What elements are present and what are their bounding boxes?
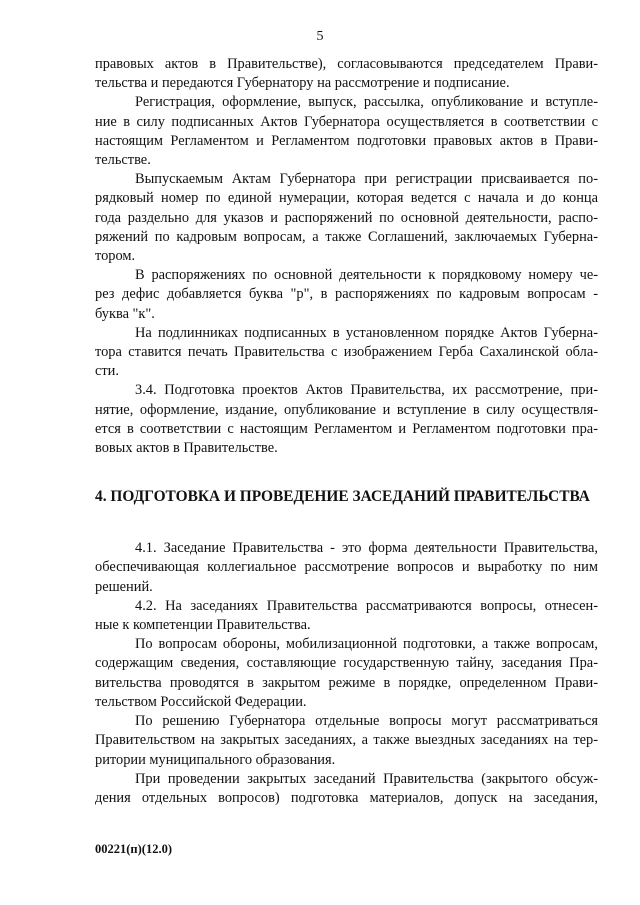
page-number: 5 bbox=[316, 29, 324, 44]
paragraph bbox=[95, 712, 598, 770]
text-line: ние в силу подписанных Актов Губернатора осуществляется в соответствии с bbox=[95, 113, 598, 130]
text-line: обеспечивающая коллегиальное рассмотрение вопросов и выработку по ним bbox=[95, 559, 598, 576]
paragraph bbox=[95, 597, 598, 635]
text-line: 4.1. Заседание Правительства - это форма деятельности Правительства, bbox=[135, 540, 598, 557]
paragraph bbox=[95, 93, 598, 170]
paragraph bbox=[95, 635, 598, 712]
paragraph bbox=[95, 170, 598, 266]
text-line: тором. bbox=[95, 248, 136, 265]
text-line: тельства и передаются Губернатору на рассмотрение и подписание. bbox=[95, 75, 510, 92]
text-line: 3.4. Подготовка проектов Актов Правительства, их рассмотрение, при- bbox=[135, 382, 598, 399]
text-line: ряжений по кадровым вопросам, а также Соглашений, заключаемых Губерна- bbox=[95, 228, 598, 245]
text-line: Правительством на закрытых заседаниях, а также выездных заседаниях на тер- bbox=[95, 732, 598, 749]
text-line: вовых актов в Правительстве. bbox=[95, 440, 278, 457]
text-line: содержащим сведения, составляющие государственную тайну, заседания Пра- bbox=[95, 655, 598, 672]
text-line: года раздельно для указов и распоряжений по основной деятельности, распо- bbox=[95, 209, 598, 226]
document-body bbox=[95, 55, 598, 808]
paragraphs-after bbox=[95, 539, 598, 808]
paragraph bbox=[95, 324, 598, 382]
text-line: буква "к". bbox=[95, 305, 155, 322]
text-line: 4.2. На заседаниях Правительства рассматриваются вопросы, отнесен- bbox=[135, 597, 598, 614]
paragraph bbox=[95, 539, 598, 597]
text-line: дения отдельных вопросов) подготовка материалов, допуск на заседания, bbox=[95, 789, 598, 806]
text-line: тора ставится печать Правительства с изображением Герба Сахалинской обла- bbox=[95, 344, 598, 361]
paragraph bbox=[95, 55, 598, 93]
text-line: По вопросам обороны, мобилизационной подготовки, а также вопросам, bbox=[135, 636, 598, 653]
text-line: вительства проводятся в закрытом режиме в порядке, определенном Прави- bbox=[95, 674, 598, 691]
text-line: тельством Российской Федерации. bbox=[95, 693, 307, 710]
text-line: нятие, оформление, издание, опубликование и вступление в силу осуществля- bbox=[95, 401, 598, 418]
text-line: правовых актов в Правительстве), согласовываются председателем Прави- bbox=[95, 56, 598, 72]
text-line: тельстве. bbox=[95, 152, 151, 169]
text-line: решений. bbox=[95, 578, 153, 595]
text-line: настоящим Регламентом и Регламентом подготовки правовых актов в Прави- bbox=[95, 132, 598, 149]
text-line: рядковый номер по единой нумерации, которая ведется с начала и до конца bbox=[95, 190, 598, 207]
paragraph bbox=[95, 770, 598, 808]
text-line: ритории муниципального образования. bbox=[95, 751, 336, 768]
text-line: В распоряжениях по основной деятельности к порядковому номеру че- bbox=[135, 267, 598, 284]
section-heading: 4. ПОДГОТОВКА И ПРОВЕДЕНИЕ ЗАСЕДАНИЙ ПРАВИТЕЛЬСТВА bbox=[95, 488, 590, 506]
text-line: Выпускаемым Актам Губернатора при регистрации присваивается по- bbox=[135, 171, 598, 188]
paragraph bbox=[95, 266, 598, 324]
paragraph bbox=[95, 381, 598, 458]
text-line: ные к компетенции Правительства. bbox=[95, 617, 311, 634]
text-line: При проведении закрытых заседаний Правительства (закрытого обсуж- bbox=[135, 770, 598, 787]
text-line: сти. bbox=[95, 363, 119, 380]
document-code: 00221(п)(12.0) bbox=[95, 842, 172, 856]
text-line: ется в соответствии с настоящим Регламентом и Регламентом подготовки пра- bbox=[95, 420, 598, 437]
paragraphs-before bbox=[95, 55, 598, 458]
text-line: На подлинниках подписанных в установленном порядке Актов Губерна- bbox=[135, 324, 598, 341]
text-line: рез дефис добавляется буква "р", в распоряжениях по кадровым вопросам - bbox=[95, 286, 598, 303]
text-line: По решению Губернатора отдельные вопросы могут рассматриваться bbox=[135, 713, 598, 730]
text-line: Регистрация, оформление, выпуск, рассылка, опубликование и вступле- bbox=[135, 94, 598, 111]
